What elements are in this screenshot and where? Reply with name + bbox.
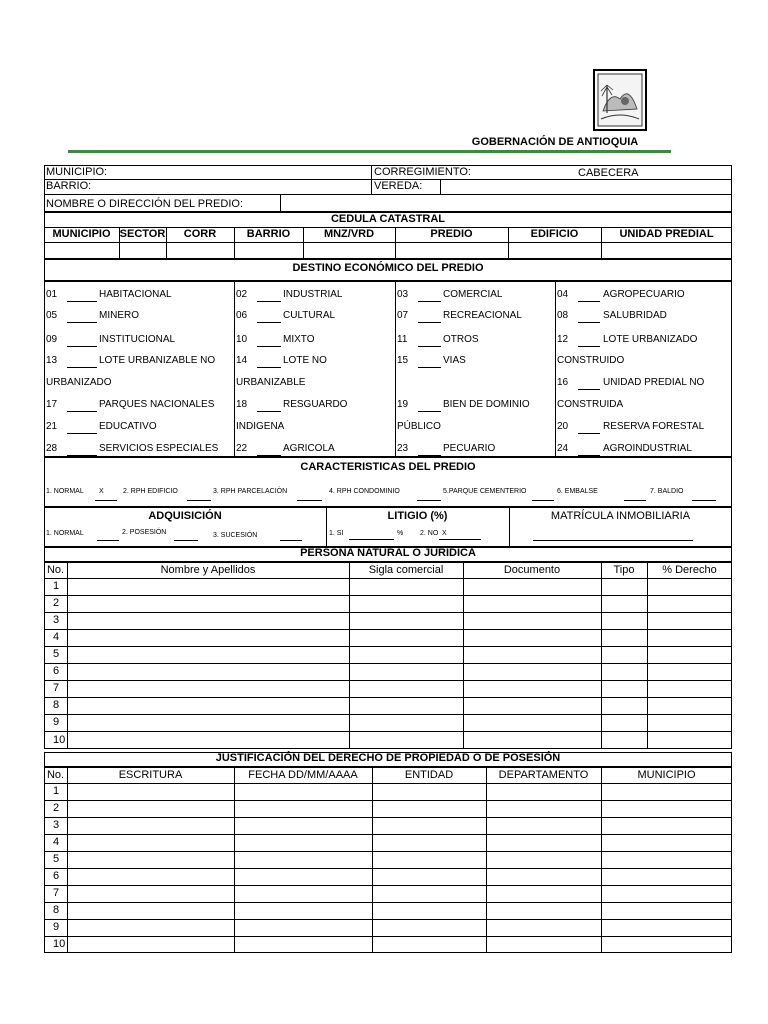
table-row[interactable]: [44, 919, 732, 936]
persona-header-5: % Derecho: [662, 564, 717, 576]
destino-label: LOTE NO: [283, 355, 327, 366]
destino-blank[interactable]: [418, 346, 441, 347]
destino-label: INDIGENA: [236, 421, 285, 432]
row-number: 2: [53, 597, 60, 609]
table-row[interactable]: [44, 885, 732, 902]
caracteristicas-title: CARACTERISTICAS DEL PREDIO: [300, 461, 476, 473]
table-row[interactable]: [44, 680, 732, 697]
row-number: 1: [53, 785, 60, 797]
destino-blank[interactable]: [418, 411, 441, 412]
destino-label: SALUBRIDAD: [603, 310, 667, 321]
destino-label: AGROINDUSTRIAL: [603, 443, 692, 454]
destino-label: CONSTRUIDA: [557, 399, 624, 410]
table-row[interactable]: [44, 578, 732, 595]
table-row[interactable]: [44, 612, 732, 629]
destino-label: SERVICIOS ESPECIALES: [99, 443, 219, 454]
row-number: 8: [53, 904, 60, 916]
destino-blank[interactable]: [67, 433, 97, 434]
cedula-col-municipio: MUNICIPIO: [52, 228, 111, 240]
destino-label: UNIDAD PREDIAL NO: [603, 377, 705, 388]
destino-blank[interactable]: [578, 346, 600, 347]
destino-blank[interactable]: [418, 367, 441, 368]
destino-label: PARQUES NACIONALES: [99, 399, 215, 410]
destino-label: RESERVA FORESTAL: [603, 421, 705, 432]
destino-code: 03: [397, 289, 409, 300]
table-row[interactable]: [44, 663, 732, 680]
car-rph-parcelacion: 3. RPH PARCELACIÓN: [213, 488, 288, 495]
persona-title: PERSONA NATURAL O JURIDICA: [300, 547, 476, 559]
destino-label: RESGUARDO: [283, 399, 348, 410]
destino-code: 24: [557, 443, 569, 454]
justificacion-header-2: FECHA DD/MM/AAAA: [248, 769, 358, 781]
destino-blank[interactable]: [67, 411, 97, 412]
destino-code: 19: [397, 399, 409, 410]
destino-label: OTROS: [443, 334, 479, 345]
row-number: 6: [53, 665, 60, 677]
justificacion-header-1: ESCRITURA: [118, 769, 183, 781]
cedula-col-sector: SECTOR: [119, 228, 166, 240]
table-row[interactable]: [44, 868, 732, 885]
destino-code: 21: [46, 421, 58, 432]
municipio-label: MUNICIPIO:: [46, 166, 108, 178]
row-number: 1: [53, 580, 60, 592]
car-rph-condominio: 4. RPH CONDOMINIO: [329, 488, 400, 495]
table-row[interactable]: [44, 595, 732, 612]
row-number: 4: [53, 836, 60, 848]
destino-blank[interactable]: [578, 389, 600, 390]
destino-code: 16: [557, 377, 569, 388]
table-row[interactable]: [44, 697, 732, 714]
nombre-direccion-label: NOMBRE O DIRECCIÓN DEL PREDIO:: [46, 198, 244, 210]
destino-code: 05: [46, 310, 58, 321]
row-number: 10: [53, 733, 66, 746]
destino-label: CULTURAL: [283, 310, 336, 321]
lit-percent: %: [397, 530, 404, 537]
cabecera-label: CABECERA: [578, 167, 639, 179]
destino-code: 22: [236, 443, 248, 454]
litigio-title: LITIGIO (%): [387, 510, 448, 522]
row-number: 5: [53, 853, 60, 865]
destino-code: 04: [557, 289, 569, 300]
adq-sucesion: 3. SUCESIÓN: [213, 532, 258, 539]
cedula-col-predio: PREDIO: [430, 228, 473, 240]
lit-no-mark: X: [442, 530, 447, 537]
destino-label: AGROPECUARIO: [603, 289, 685, 300]
destino-label: PECUARIO: [443, 443, 496, 454]
destino-blank[interactable]: [418, 301, 441, 302]
barrio-label: BARRIO:: [46, 180, 92, 192]
destino-blank[interactable]: [578, 322, 600, 323]
matricula-title: MATRÍCULA INMOBILIARIA: [550, 510, 691, 522]
table-row[interactable]: [44, 936, 732, 953]
row-number: 7: [53, 887, 60, 899]
lit-no: 2. NO: [420, 530, 439, 537]
destino-title: DESTINO ECONÓMICO DEL PREDIO: [292, 262, 484, 274]
destino-label: URBANIZADO: [46, 377, 112, 388]
persona-header-3: Documento: [503, 564, 561, 576]
table-row[interactable]: [44, 902, 732, 919]
table-row[interactable]: [44, 800, 732, 817]
destino-code: 20: [557, 421, 569, 432]
destino-blank[interactable]: [578, 301, 600, 302]
destino-label: EDUCATIVO: [99, 421, 157, 432]
header-divider: [68, 150, 671, 153]
row-number: 9: [53, 921, 60, 933]
vereda-label: VEREDA:: [374, 180, 423, 192]
destino-label: PÚBLICO: [397, 421, 441, 432]
persona-header-2: Sigla comercial: [368, 564, 444, 576]
row-number: 7: [53, 682, 60, 694]
cedula-col-mnz: MNZ/VRD: [323, 228, 375, 240]
destino-label: MIXTO: [283, 334, 315, 345]
destino-blank[interactable]: [257, 322, 281, 323]
row-number: 3: [53, 819, 60, 831]
car-normal: 1. NORMAL: [46, 488, 84, 495]
destino-label: INSTITUCIONAL: [99, 334, 176, 345]
destino-code: 06: [236, 310, 248, 321]
destino-code: 02: [236, 289, 248, 300]
destino-code: 11: [397, 334, 408, 345]
destino-code: 12: [557, 334, 569, 345]
cedula-col-corr: CORR: [183, 228, 217, 240]
destino-code: 17: [46, 399, 58, 410]
destino-blank[interactable]: [67, 346, 97, 347]
cedula-col-unidad: UNIDAD PREDIAL: [619, 228, 714, 240]
destino-code: 08: [557, 310, 569, 321]
persona-header-0: No.: [46, 564, 65, 576]
table-row[interactable]: [44, 783, 732, 800]
destino-label: INDUSTRIAL: [283, 289, 343, 300]
table-row[interactable]: [44, 714, 732, 731]
destino-code: 15: [397, 355, 409, 366]
adquisicion-title: ADQUISICIÓN: [148, 510, 222, 522]
coat-of-arms-icon: [593, 69, 647, 131]
adq-normal: 1. NORMAL: [46, 530, 84, 537]
justificacion-header-3: ENTIDAD: [404, 769, 454, 781]
destino-blank[interactable]: [257, 346, 281, 347]
page-title: GOBERNACIÓN DE ANTIOQUIA: [471, 136, 639, 148]
destino-code: 01: [46, 289, 58, 300]
cedula-col-edificio: EDIFICIO: [530, 228, 579, 240]
car-baldio: 7. BALDIO: [650, 488, 684, 495]
destino-label: CONSTRUIDO: [557, 355, 625, 366]
destino-label: URBANIZABLE: [236, 377, 306, 388]
destino-blank[interactable]: [578, 433, 600, 434]
row-number: 6: [53, 870, 60, 882]
table-row[interactable]: [44, 851, 732, 868]
table-row[interactable]: [44, 646, 732, 663]
table-row[interactable]: [44, 629, 732, 646]
destino-blank[interactable]: [67, 301, 97, 302]
cedula-title: CEDULA CATASTRAL: [330, 213, 446, 225]
justificacion-title: JUSTIFICACIÓN DEL DERECHO DE PROPIEDAD O DE POSESIÓN: [215, 752, 561, 764]
destino-blank[interactable]: [257, 367, 281, 368]
cedula-col-barrio: BARRIO: [246, 228, 291, 240]
row-number: 2: [53, 802, 60, 814]
destino-label: VIAS: [443, 355, 466, 366]
destino-label: LOTE URBANIZADO: [603, 334, 698, 345]
destino-label: AGRICOLA: [283, 443, 335, 454]
destino-code: 13: [46, 355, 58, 366]
justificacion-header-5: MUNICIPIO: [637, 769, 696, 781]
table-row[interactable]: [44, 731, 732, 749]
row-number: 10: [53, 938, 66, 950]
destino-code: 14: [236, 355, 248, 366]
destino-code: 23: [397, 443, 409, 454]
car-parque-cementerio: 5.PARQUE CEMENTERIO: [443, 488, 527, 495]
adq-posesion: 2. POSESIÓN: [122, 529, 167, 536]
lit-si: 1. SI: [329, 530, 344, 537]
row-number: 8: [53, 699, 60, 711]
persona-header-1: Nombre y Apellidos: [160, 564, 256, 576]
car-rph-edificio: 2. RPH EDIFICIO: [123, 488, 178, 495]
justificacion-header-0: No.: [46, 769, 65, 781]
car-embalse: 6. EMBALSE: [557, 488, 598, 495]
destino-code: 10: [236, 334, 248, 345]
destino-label: RECREACIONAL: [443, 310, 522, 321]
table-row[interactable]: [44, 817, 732, 834]
destino-label: HABITACIONAL: [99, 289, 172, 300]
destino-blank[interactable]: [257, 411, 281, 412]
destino-label: COMERCIAL: [443, 289, 503, 300]
row-number: 9: [53, 716, 60, 728]
destino-code: 07: [397, 310, 409, 321]
justificacion-header-4: DEPARTAMENTO: [498, 769, 589, 781]
destino-code: 09: [46, 334, 58, 345]
table-row[interactable]: [44, 834, 732, 851]
destino-blank[interactable]: [67, 322, 97, 323]
row-number: 4: [53, 631, 60, 643]
row-number: 3: [53, 614, 60, 626]
corregimiento-label: CORREGIMIENTO:: [374, 166, 471, 178]
destino-blank[interactable]: [257, 301, 281, 302]
row-number: 5: [53, 648, 60, 660]
destino-blank[interactable]: [67, 367, 97, 368]
persona-header-4: Tipo: [613, 564, 635, 576]
car-normal-mark: X: [99, 488, 104, 495]
destino-code: 18: [236, 399, 248, 410]
destino-blank[interactable]: [418, 322, 441, 323]
destino-label: LOTE URBANIZABLE NO: [99, 355, 216, 366]
destino-label: MINERO: [99, 310, 139, 321]
destino-label: BIEN DE DOMINIO: [443, 399, 530, 410]
destino-code: 28: [46, 443, 58, 454]
